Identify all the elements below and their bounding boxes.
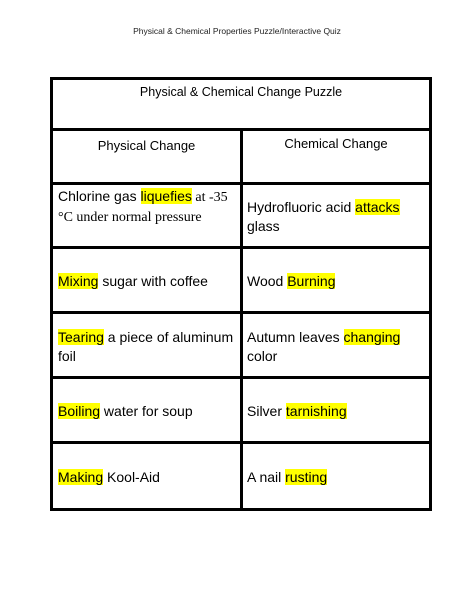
cell-text: Kool-Aid — [103, 469, 160, 485]
highlighted-word: Burning — [287, 273, 336, 289]
chemical-cell-2 — [247, 272, 427, 291]
header-physical: Physical Change — [97, 138, 196, 153]
highlighted-word: Tearing — [58, 329, 104, 345]
cell-text: a piece of aluminum — [103, 329, 234, 345]
header-chemical: Chemical Change — [284, 136, 388, 151]
physical-cell-5 — [58, 468, 240, 487]
physical-cell-4 — [58, 402, 240, 421]
row-divider — [53, 311, 429, 314]
cell-text: Wood — [247, 273, 288, 289]
chemical-cell-3 — [247, 328, 427, 366]
cell-text: Autumn leaves — [247, 329, 344, 345]
cell-text: sugar with coffee — [98, 273, 208, 289]
cell-text: foil — [58, 348, 76, 364]
row-divider — [53, 182, 429, 185]
physical-cell-2 — [58, 272, 240, 291]
physical-cell-3 — [58, 328, 240, 366]
table-title: Physical & Chemical Change Puzzle — [53, 80, 429, 131]
highlighted-word: Boiling — [58, 403, 101, 419]
row-divider — [53, 441, 429, 444]
highlighted-word: liquefies — [140, 188, 192, 204]
cell-text: Chlorine gas — [58, 188, 141, 204]
highlighted-word: tarnishing — [285, 403, 347, 419]
highlighted-word: changing — [343, 329, 401, 345]
highlighted-word: rusting — [285, 469, 328, 485]
row-divider — [53, 246, 429, 249]
cell-text: Silver — [247, 403, 286, 419]
row-divider — [53, 376, 429, 379]
cell-text: Hydrofluoric acid — [247, 199, 356, 215]
highlighted-word: Making — [58, 469, 104, 485]
page-header: Physical & Chemical Properties Puzzle/Interactive Quiz — [133, 26, 341, 36]
column-divider — [240, 131, 243, 508]
highlighted-word: attacks — [355, 199, 400, 215]
cell-text: °C under normal pressure — [58, 210, 202, 225]
chemical-cell-1 — [247, 198, 427, 236]
chemical-cell-5 — [247, 468, 427, 487]
cell-text: glass — [247, 218, 280, 234]
cell-text: at -35 — [191, 190, 228, 205]
physical-cell-1 — [58, 187, 240, 227]
cell-text: color — [247, 348, 278, 364]
cell-text: water for soup — [100, 403, 193, 419]
chemical-cell-4 — [247, 402, 427, 421]
cell-text: A nail — [247, 469, 286, 485]
puzzle-table — [50, 77, 432, 511]
highlighted-word: Mixing — [58, 273, 99, 289]
